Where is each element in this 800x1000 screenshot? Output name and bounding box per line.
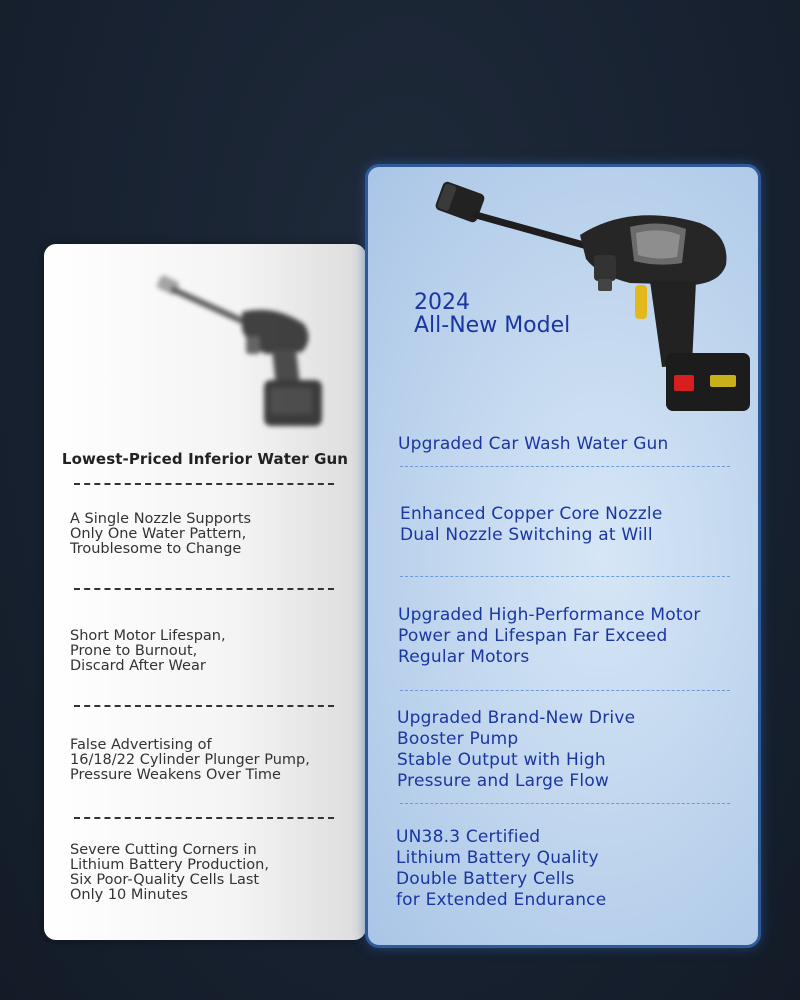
inferior-feature-motor: Short Motor Lifespan, Prone to Burnout, Discard After Wear bbox=[70, 628, 226, 674]
divider bbox=[400, 690, 730, 691]
model-heading bbox=[414, 291, 570, 337]
model-label: All-New Model bbox=[414, 313, 571, 338]
inferior-product-card bbox=[44, 244, 366, 940]
divider bbox=[74, 588, 334, 590]
inferior-feature-battery: Severe Cutting Corners in Lithium Battery Production, Six Poor-Quality Cells Last Only 10 Minutes bbox=[70, 842, 269, 903]
inferior-feature-nozzle: A Single Nozzle Supports Only One Water Pattern, Troublesome to Change bbox=[70, 511, 252, 557]
model-year: 2024 bbox=[414, 290, 470, 315]
upgrade-feature-pump: Upgraded Brand-New Drive Booster Pump Stable Output with High Pressure and Large Flow bbox=[397, 708, 636, 791]
divider bbox=[400, 466, 730, 467]
upgrade-feature-water-gun: Upgraded Car Wash Water Gun bbox=[398, 434, 669, 454]
inferior-product-title: Lowest-Priced Inferior Water Gun bbox=[61, 450, 349, 468]
divider bbox=[400, 576, 730, 577]
upgraded-product-card bbox=[365, 164, 761, 948]
divider bbox=[400, 803, 730, 804]
upgrade-feature-nozzle: Enhanced Copper Core Nozzle Dual Nozzle Switching at Will bbox=[400, 504, 663, 545]
divider bbox=[74, 705, 334, 707]
divider bbox=[74, 817, 334, 819]
divider bbox=[74, 483, 334, 485]
upgrade-feature-motor: Upgraded High-Performance Motor Power and Lifespan Far Exceed Regular Motors bbox=[398, 605, 701, 667]
blurred-water-gun-image bbox=[154, 264, 324, 429]
inferior-feature-pump: False Advertising of 16/18/22 Cylinder Plunger Pump, Pressure Weakens Over Time bbox=[70, 737, 310, 783]
upgrade-feature-battery: UN38.3 Certified Lithium Battery Quality Double Battery Cells for Extended Endurance bbox=[396, 827, 607, 910]
